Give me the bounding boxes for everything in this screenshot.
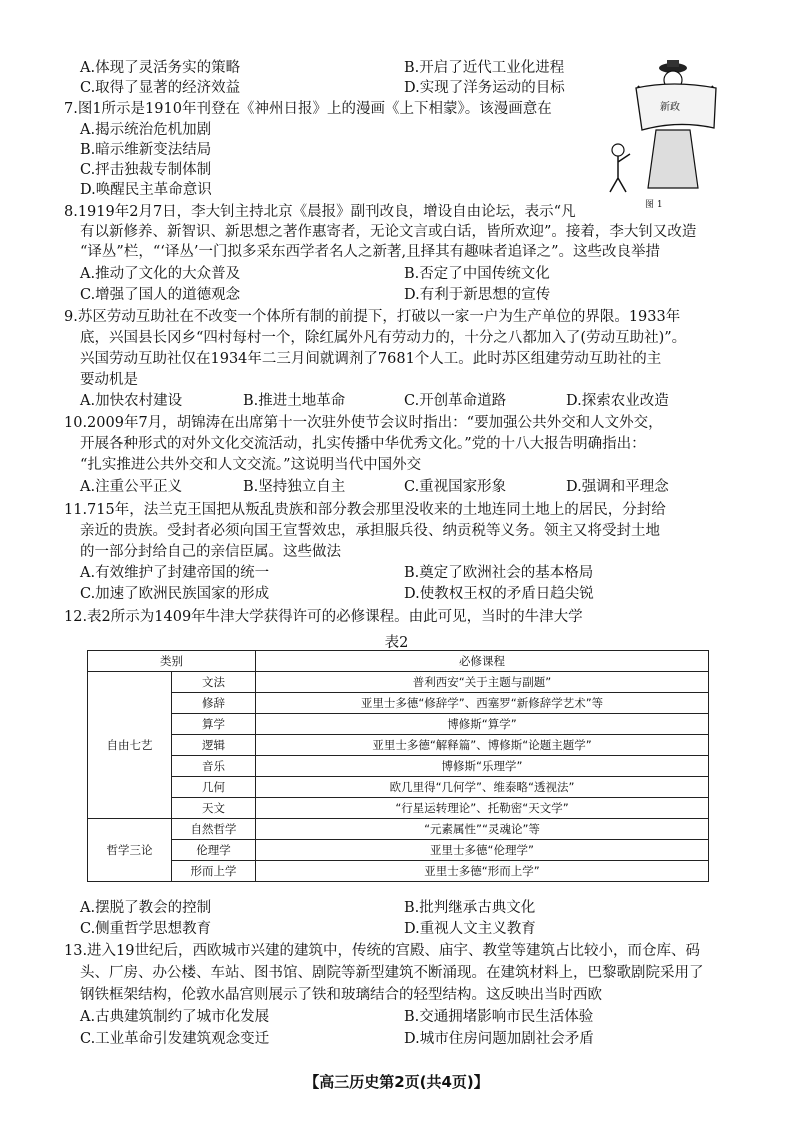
q9-line-1: 9.苏区劳动互助社在不改变一个体所有制的前提下，打破以一家一户为生产单位的界限。1933年 [64, 309, 681, 325]
curriculum-table [87, 650, 709, 882]
q13-option-d: D.城市住房问题加剧社会矛盾 [404, 1031, 594, 1047]
q9-option-a: A.加快农村建设 [80, 393, 183, 409]
table-header-row [88, 651, 709, 672]
table-row [88, 840, 709, 861]
banner-text: 新政 [660, 102, 680, 113]
course-cell: 亚里士多德“形而上学” [256, 861, 709, 882]
table-row [88, 714, 709, 735]
q11-line-1: 11.715年，法兰克王国把从叛乱贵族和部分教会那里没收来的土地连同土地上的居民，分封给 [64, 502, 666, 518]
q8-option-c: C.增强了国人的道德观念 [80, 287, 241, 303]
q10-line-3: “扎实推进公共外交和人文交流。”这说明当代中国外交 [80, 457, 422, 473]
q6-option-d: D.实现了洋务运动的目标 [404, 80, 565, 96]
course-cell: 欧几里得“几何学”、维泰略“透视法” [256, 777, 709, 798]
figure-label: 图 1 [645, 200, 663, 210]
q7-stem: 7.图1所示是1910年刊登在《神州日报》上的漫画《上下相蒙》。该漫画意在 [64, 101, 552, 117]
q6-option-c: C.取得了显著的经济效益 [80, 80, 241, 96]
table-caption: 表2 [384, 635, 409, 651]
q10-option-b: B.坚持独立自主 [243, 479, 346, 495]
q13-line-2: 头、厂房、办公楼、车站、图书馆、剧院等新型建筑不断涌现。在建筑材料上，巴黎歌剧院采用了 [80, 965, 704, 981]
q8-line-3: “译丛”栏，“‘译丛’一门拟多采东西学者名人之新著,且择其有趣味者追译之”。这些改良举措 [80, 244, 660, 260]
table-row [88, 756, 709, 777]
q13-option-a: A.古典建筑制约了城市化发展 [80, 1009, 270, 1025]
q11-option-d: D.使教权王权的矛盾日趋尖锐 [404, 586, 594, 602]
subject-cell: 修辞 [172, 693, 256, 714]
q7-option-d: D.唤醒民主革命意识 [80, 182, 212, 198]
course-cell: 亚里士多德“解释篇”、博修斯“论题主题学” [256, 735, 709, 756]
table-row [88, 735, 709, 756]
q12-option-c: C.侧重哲学思想教育 [80, 921, 212, 937]
q10-line-1: 10.2009年7月，胡锦涛在出席第十一次驻外使节会议时指出：“要加强公共外交和人文外交， [64, 415, 663, 431]
page-footer: 【高三历史第2页(共4页)】 [304, 1073, 489, 1091]
q7-option-a: A.揭示统治危机加剧 [80, 122, 212, 138]
course-cell: 亚里士多德“修辞学”、西塞罗“新修辞学艺术”等 [256, 693, 709, 714]
table-row [88, 672, 709, 693]
course-cell: “元素属性”“灵魂论”等 [256, 819, 709, 840]
subject-cell: 几何 [172, 777, 256, 798]
q11-option-b: B.奠定了欧洲社会的基本格局 [404, 565, 594, 581]
group-name: 自由七艺 [88, 672, 172, 819]
subject-cell: 逻辑 [172, 735, 256, 756]
q8-option-d: D.有利于新思想的宣传 [404, 287, 551, 303]
q11-line-3: 的一部分封给自己的亲信臣属。这些做法 [80, 544, 341, 560]
q13-line-1: 13.进入19世纪后，西欧城市兴建的建筑中，传统的宫殿、庙宇、教堂等建筑占比较小，而仓库、码 [64, 943, 701, 959]
q7-option-b: B.暗示维新变法结局 [80, 142, 212, 158]
subject-cell: 形而上学 [172, 861, 256, 882]
q11-line-2: 亲近的贵族。受封者必须向国王宣誓效忠，承担服兵役、纳贡税等义务。领主又将受封土地 [80, 523, 660, 539]
q6-option-b: B.开启了近代工业化进程 [404, 60, 565, 76]
q9-option-d: D.探索农业改造 [566, 393, 669, 409]
q12-option-b: B.批判继承古典文化 [404, 900, 536, 916]
q9-option-c: C.开创革命道路 [404, 393, 507, 409]
q9-line-4: 要动机是 [80, 372, 138, 388]
q10-option-c: C.重视国家形象 [404, 479, 507, 495]
header-courses: 必修课程 [256, 651, 709, 672]
q11-option-a: A.有效维护了封建帝国的统一 [80, 565, 270, 581]
table-row [88, 693, 709, 714]
course-cell: 普利西安“关于主题与副题” [256, 672, 709, 693]
table-row [88, 777, 709, 798]
course-cell: “行星运转理论”、托勒密“天文学” [256, 798, 709, 819]
q9-line-3: 兴国劳动互助社仅在1934年二三月间就调剂了7681个人工。此时苏区组建劳动互助社的主 [80, 351, 662, 367]
q13-option-c: C.工业革命引发建筑观念变迁 [80, 1031, 270, 1047]
q11-option-c: C.加速了欧洲民族国家的形成 [80, 586, 270, 602]
q6-option-a: A.体现了灵活务实的策略 [80, 60, 241, 76]
subject-cell: 天文 [172, 798, 256, 819]
table-row [88, 798, 709, 819]
course-cell: 亚里士多德“伦理学” [256, 840, 709, 861]
q9-line-2: 底，兴国县长冈乡“四村每村一个，除红属外凡有劳动力的，十分之八都加入了(劳动互助社)”。 [80, 330, 687, 346]
subject-cell: 文法 [172, 672, 256, 693]
subject-cell: 算学 [172, 714, 256, 735]
q8-line-1: 8.1919年2月7日，李大钊主持北京《晨报》副刊改良，增设自由论坛，表示“凡 [64, 204, 576, 220]
subject-cell: 自然哲学 [172, 819, 256, 840]
table-row [88, 861, 709, 882]
subject-cell: 伦理学 [172, 840, 256, 861]
q13-option-b: B.交通拥堵影响市民生活体验 [404, 1009, 594, 1025]
q8-line-2: 有以新修养、新智识、新思想之著作惠寄者，无论文言或白话，皆所欢迎”。接着，李大钊又改造 [80, 224, 697, 240]
header-category: 类别 [88, 651, 256, 672]
q12-stem: 12.表2所示为1409年牛津大学获得许可的必修课程。由此可见，当时的牛津大学 [64, 609, 583, 625]
q10-option-d: D.强调和平理念 [566, 479, 669, 495]
q8-option-b: B.否定了中国传统文化 [404, 266, 550, 282]
course-cell: 博修斯“算学” [256, 714, 709, 735]
q7-option-c: C.抨击独裁专制体制 [80, 162, 212, 178]
q13-line-3: 钢铁框架结构，伦敦水晶宫则展示了铁和玻璃结合的轻型结构。这反映出当时西欧 [80, 987, 602, 1003]
q8-option-a: A.推动了文化的大众普及 [80, 266, 241, 282]
subject-cell: 音乐 [172, 756, 256, 777]
q9-option-b: B.推进土地革命 [243, 393, 346, 409]
course-cell: 博修斯“乐理学” [256, 756, 709, 777]
table-row [88, 819, 709, 840]
q10-option-a: A.注重公平正义 [80, 479, 183, 495]
q12-option-a: A.摆脱了教会的控制 [80, 900, 212, 916]
q12-option-d: D.重视人文主义教育 [404, 921, 536, 937]
group-name: 哲学三论 [88, 819, 172, 882]
cartoon-figure [598, 58, 728, 198]
q10-line-2: 开展各种形式的对外文化交流活动，扎实传播中华优秀文化。”党的十八大报告明确指出： [80, 436, 646, 452]
